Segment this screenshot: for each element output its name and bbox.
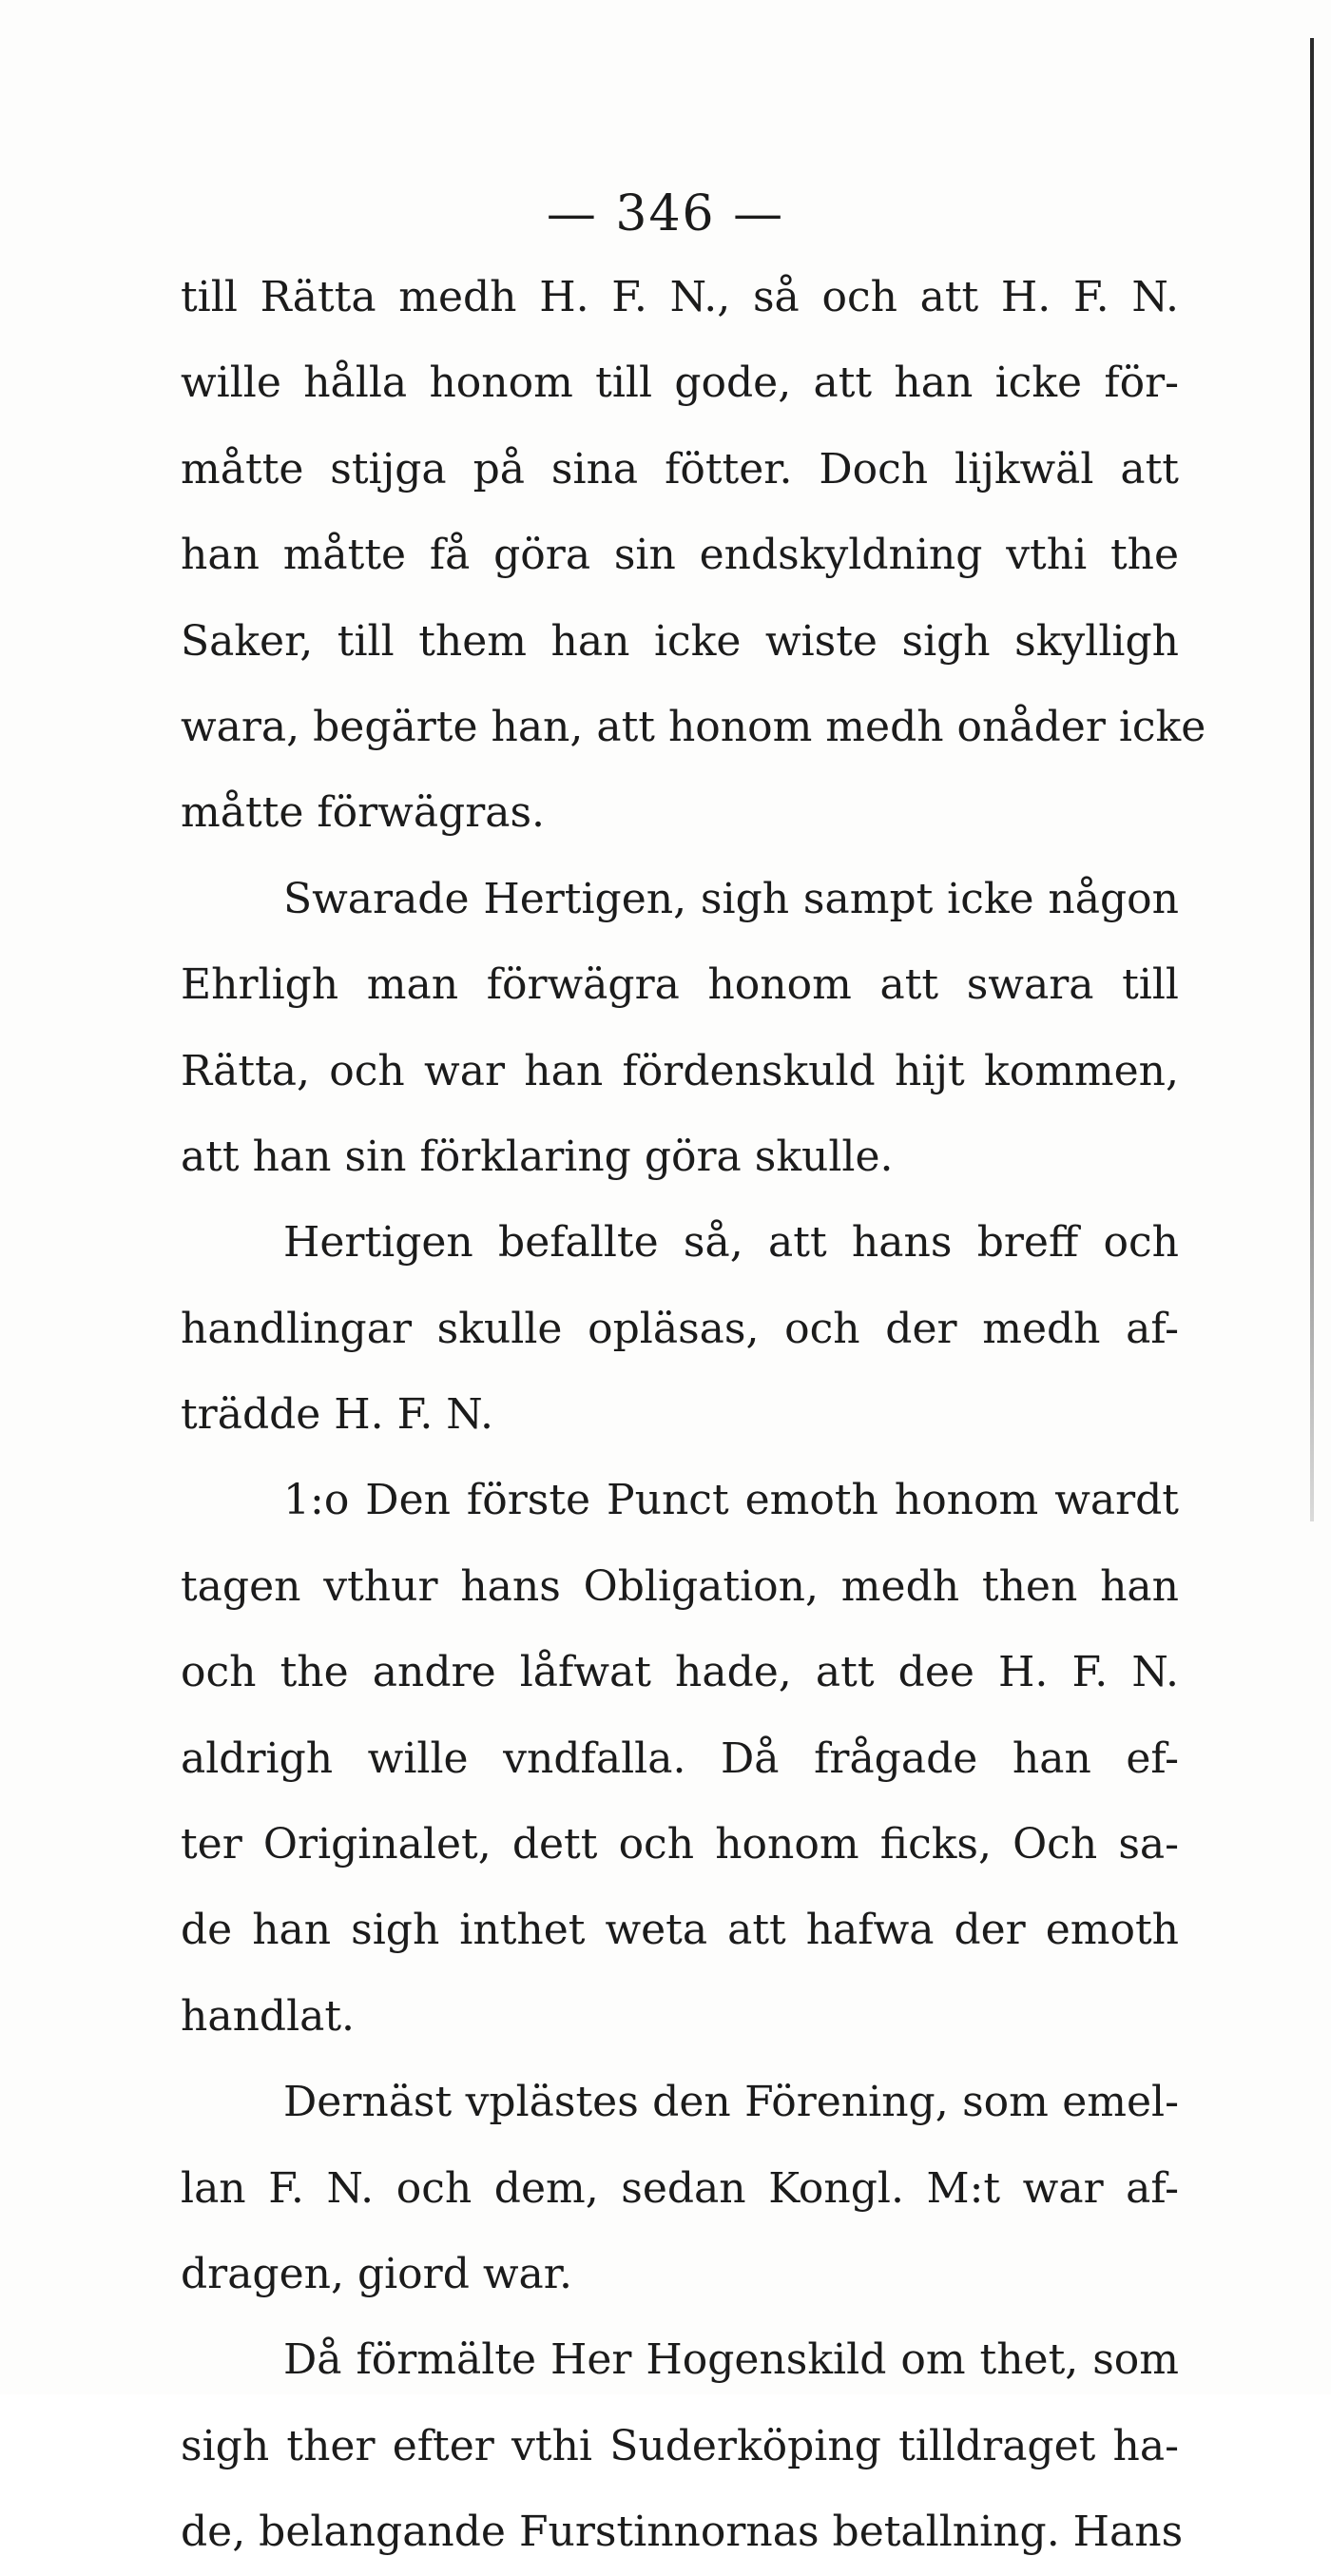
text-line: Swarade Hertigen, sigh sampt icke någon bbox=[283, 874, 1179, 923]
text-line: sigh ther efter vthi Suderköping tilldraget ha- bbox=[181, 2421, 1179, 2470]
text-line: handlat. bbox=[181, 1991, 356, 2041]
page-number: — 346 — bbox=[546, 185, 785, 242]
text-line: wille hålla honom till gode, att han icke för- bbox=[181, 358, 1179, 408]
body-text bbox=[181, 255, 1206, 2576]
text-line: Dernäst vplästes den Förening, som emel- bbox=[283, 2078, 1179, 2127]
text-line: måtte förwägras. bbox=[181, 788, 546, 838]
text-line: de han sigh inthet weta att hafwa der emoth bbox=[181, 1906, 1179, 1955]
text-line: måtte stijga på sina fötter. Doch lijkwäl att bbox=[181, 444, 1179, 494]
text-line: aldrigh wille vndfalla. Då frågade han ef- bbox=[181, 1733, 1179, 1783]
text-line: trädde H. F. N. bbox=[181, 1390, 493, 1440]
text-line: de, belangande Furstinnornas betallning. Hans bbox=[181, 2508, 1184, 2557]
text-line: Hertigen befallte så, att hans breff och bbox=[283, 1218, 1179, 1268]
text-line: Saker, till them han icke wiste sigh skylligh bbox=[181, 616, 1179, 666]
text-line: han måtte få göra sin endskyldning vthi the bbox=[181, 531, 1179, 580]
page-edge-shadow bbox=[1310, 38, 1314, 1521]
text-line: och the andre låfwat hade, att dee H. F. N. bbox=[181, 1648, 1179, 1697]
text-line: handlingar skulle opläsas, och der medh af- bbox=[181, 1304, 1179, 1353]
text-line: till Rätta medh H. F. N., så och att H. F. N. bbox=[181, 273, 1179, 321]
text-line: Ehrligh man förwägra honom att swara till bbox=[181, 960, 1179, 1010]
text-line: att han sin förklaring göra skulle. bbox=[181, 1132, 894, 1181]
text-line: Rätta, och war han fördenskuld hijt kommen, bbox=[181, 1046, 1179, 1095]
text-line: Då förmälte Her Hogenskild om thet, som bbox=[283, 2335, 1179, 2385]
text-line: 1:o Den förste Punct emoth honom wardt bbox=[283, 1476, 1179, 1525]
text-line: ter Originalet, dett och honom ficks, Och sa- bbox=[181, 1820, 1179, 1869]
text-line: dragen, giord war. bbox=[181, 2249, 572, 2298]
text-line: tagen vthur hans Obligation, medh then han bbox=[181, 1561, 1179, 1611]
text-line: lan F. N. och dem, sedan Kongl. M:t war af- bbox=[181, 2163, 1179, 2213]
text-line: wara, begärte han, att honom medh onåder icke bbox=[181, 702, 1206, 751]
